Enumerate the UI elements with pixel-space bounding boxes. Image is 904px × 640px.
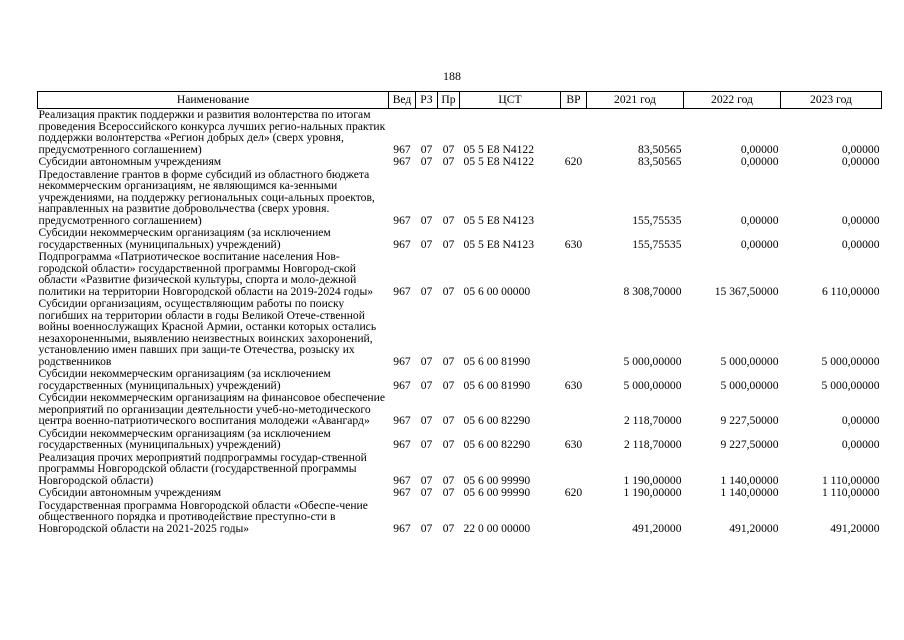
table-row bbox=[38, 368, 882, 392]
row-ved: 967 bbox=[393, 213, 411, 227]
table-row bbox=[38, 227, 882, 251]
row-2022: 1 140,00000 bbox=[720, 473, 779, 487]
row-pr: 07 bbox=[442, 237, 455, 251]
row-pr: 07 bbox=[442, 378, 455, 392]
row-2021: 1 190,00000 bbox=[623, 486, 682, 499]
row-rz: 07 bbox=[420, 473, 433, 487]
row-pr: 07 bbox=[442, 155, 455, 168]
row-vr bbox=[561, 251, 587, 298]
row-cst: 05 6 00 00000 bbox=[463, 284, 531, 298]
row-2023: 0,00000 bbox=[841, 213, 880, 227]
table-row bbox=[38, 428, 882, 452]
row-ved: 967 bbox=[393, 378, 411, 392]
row-vr: 620 bbox=[564, 486, 583, 499]
row-name: Предоставление грантов в форме субсидий из областного бюджета некоммерческим организациям, не являющимся ка-зенными учреждениями, на поддержку региональных соци-альных проектов, направленных на развитие добровольчества (сверх уровня. предусмотренного соглашением) bbox=[38, 167, 375, 227]
row-ved: 967 bbox=[393, 521, 411, 535]
row-2023: 0,00000 bbox=[841, 155, 880, 168]
row-cst: 05 5 E8 N4123 bbox=[463, 237, 535, 251]
row-pr: 07 bbox=[442, 142, 455, 156]
header-rz: РЗ bbox=[416, 92, 438, 109]
row-cst: 05 5 E8 N4123 bbox=[463, 213, 535, 227]
row-cst: 05 6 00 99990 bbox=[463, 486, 531, 499]
header-2023: 2023 год bbox=[781, 92, 882, 109]
row-cst: 05 6 00 82290 bbox=[463, 414, 531, 427]
row-2021: 5 000,00000 bbox=[623, 378, 682, 392]
row-2021: 8 308,70000 bbox=[623, 284, 682, 298]
header-2022: 2022 год bbox=[684, 92, 781, 109]
row-cst: 05 6 00 81990 bbox=[463, 354, 531, 368]
table-row bbox=[38, 392, 882, 428]
row-ved: 967 bbox=[393, 438, 411, 451]
header-name: Наименование bbox=[38, 92, 389, 109]
row-2021: 2 118,70000 bbox=[623, 438, 682, 451]
row-ved: 967 bbox=[393, 284, 411, 298]
row-rz: 07 bbox=[420, 155, 433, 168]
row-2021: 83,50565 bbox=[638, 142, 682, 156]
row-pr: 07 bbox=[442, 521, 455, 535]
header-vr: ВР bbox=[561, 92, 587, 109]
table-row bbox=[38, 487, 882, 500]
row-2022: 9 227,50000 bbox=[720, 414, 779, 427]
row-ved: 967 bbox=[393, 237, 411, 251]
row-name: Реализация практик поддержки и развития волонтерства по итогам проведения Всероссийского конкурса лучших регио-нальных практик поддержки волонтерства «Регион добрых дел» (сверх уровня, предусмотренного соглашением) bbox=[38, 108, 386, 156]
row-cst: 05 6 00 82290 bbox=[463, 438, 531, 451]
row-2022: 0,00000 bbox=[740, 213, 779, 227]
row-2021: 155,75535 bbox=[632, 237, 682, 251]
header-pr: Пр bbox=[438, 92, 460, 109]
row-2022: 0,00000 bbox=[740, 155, 779, 168]
row-cst: 05 6 00 99990 bbox=[463, 473, 531, 487]
row-2022: 0,00000 bbox=[740, 237, 779, 251]
row-2021: 2 118,70000 bbox=[623, 414, 682, 427]
row-vr: 630 bbox=[564, 378, 583, 392]
row-rz: 07 bbox=[420, 414, 433, 427]
row-2023: 0,00000 bbox=[841, 414, 880, 427]
row-pr: 07 bbox=[442, 354, 455, 368]
budget-table bbox=[37, 91, 882, 535]
row-2023: 1 110,00000 bbox=[821, 473, 880, 487]
row-2021: 1 190,00000 bbox=[623, 473, 682, 487]
row-vr: 630 bbox=[564, 438, 583, 451]
row-pr: 07 bbox=[442, 213, 455, 227]
row-pr: 07 bbox=[442, 473, 455, 487]
row-name: Субсидии автономным учреждениям bbox=[38, 486, 222, 499]
row-name: Государственная программа Новгородской области «Обеспе-чение общественного порядка и противодействие преступно-сти в Новгородской области на 2021-2025 годы» bbox=[38, 498, 368, 535]
row-ved: 967 bbox=[393, 142, 411, 156]
row-name: Субсидии некоммерческим организациям на финансовое обеспечение мероприятий по организации деятельности учеб-но-методического центра военно-патриотического воспитания молодежи «Авангард» bbox=[38, 391, 385, 427]
row-cst: 22 0 00 00000 bbox=[463, 521, 531, 535]
row-rz: 07 bbox=[420, 142, 433, 156]
table-header-row bbox=[38, 92, 882, 109]
table-row bbox=[38, 298, 882, 368]
row-2023: 0,00000 bbox=[841, 438, 880, 451]
table-row bbox=[38, 169, 882, 228]
row-name: Субсидии автономным учреждениям bbox=[38, 155, 222, 168]
row-2022: 5 000,00000 bbox=[720, 378, 779, 392]
row-2021: 491,20000 bbox=[632, 521, 682, 535]
row-rz: 07 bbox=[420, 354, 433, 368]
row-2022: 0,00000 bbox=[740, 142, 779, 156]
row-name: Подпрограмма «Патриотическое воспитание населения Нов-городской области» государственной программы Новгород-ской области «Развитие физической культуры, спорта и моло-дежной политики на территории Новгородской области на 2019-2024 годы» bbox=[38, 250, 374, 298]
row-name: Субсидии организациям, осуществляющим работы по поиску погибших на территории области в годы Великой Отече-ственной войны военнослужащих Красной Армии, останки которых остались незахороненными, выявлению неизвестных воинских захоронений, установлению имен павших при защи-те Отечества, розыску их родственников bbox=[38, 297, 377, 368]
row-2022: 9 227,50000 bbox=[720, 438, 779, 451]
row-vr bbox=[561, 500, 587, 536]
row-vr: 620 bbox=[564, 155, 583, 168]
row-pr: 07 bbox=[442, 438, 455, 451]
row-2022: 15 367,50000 bbox=[714, 284, 779, 298]
header-2021: 2021 год bbox=[587, 92, 684, 109]
row-vr bbox=[561, 392, 587, 428]
row-cst: 05 5 E8 N4122 bbox=[463, 142, 535, 156]
row-rz: 07 bbox=[420, 237, 433, 251]
row-name: Субсидии некоммерческим организациям (за исключением государственных (муниципальных) учреждений) bbox=[38, 226, 331, 251]
row-vr bbox=[561, 452, 587, 488]
row-2023: 0,00000 bbox=[841, 142, 880, 156]
table-row bbox=[38, 500, 882, 536]
header-ved: Вед bbox=[389, 92, 416, 109]
row-2023: 5 000,00000 bbox=[821, 354, 880, 368]
row-pr: 07 bbox=[442, 414, 455, 427]
row-pr: 07 bbox=[442, 284, 455, 298]
row-ved: 967 bbox=[393, 354, 411, 368]
row-name: Субсидии некоммерческим организациям (за исключением государственных (муниципальных) учреждений) bbox=[38, 426, 331, 451]
row-rz: 07 bbox=[420, 378, 433, 392]
row-name: Субсидии некоммерческим организациям (за исключением государственных (муниципальных) учреждений) bbox=[38, 367, 331, 392]
page-number: 188 bbox=[443, 69, 461, 83]
row-ved: 967 bbox=[393, 414, 411, 427]
row-ved: 967 bbox=[393, 473, 411, 487]
row-rz: 07 bbox=[420, 486, 433, 499]
row-rz: 07 bbox=[420, 521, 433, 535]
row-rz: 07 bbox=[420, 438, 433, 451]
row-2022: 5 000,00000 bbox=[720, 354, 779, 368]
row-2021: 5 000,00000 bbox=[623, 354, 682, 368]
row-2023: 6 110,00000 bbox=[821, 284, 880, 298]
table-row bbox=[38, 251, 882, 298]
row-vr bbox=[561, 109, 587, 157]
table-row bbox=[38, 452, 882, 488]
row-2023: 5 000,00000 bbox=[821, 378, 880, 392]
row-cst: 05 5 E8 N4122 bbox=[463, 155, 535, 168]
row-2022: 1 140,00000 bbox=[720, 486, 779, 499]
row-rz: 07 bbox=[420, 213, 433, 227]
row-2022: 491,20000 bbox=[729, 521, 779, 535]
row-ved: 967 bbox=[393, 155, 411, 168]
row-2021: 83,50565 bbox=[638, 155, 682, 168]
table-row bbox=[38, 156, 882, 169]
row-2023: 0,00000 bbox=[841, 237, 880, 251]
row-2023: 491,20000 bbox=[830, 521, 880, 535]
table-row bbox=[38, 109, 882, 157]
row-pr: 07 bbox=[442, 486, 455, 499]
row-cst: 05 6 00 81990 bbox=[463, 378, 531, 392]
row-vr bbox=[561, 298, 587, 368]
row-2021: 155,75535 bbox=[632, 213, 682, 227]
row-2023: 1 110,00000 bbox=[821, 486, 880, 499]
row-vr bbox=[561, 169, 587, 228]
row-vr: 630 bbox=[564, 237, 583, 251]
row-name: Реализация прочих мероприятий подпрограммы государ-ственной программы Новгородской области (государственной программы Новгородской области) bbox=[38, 450, 367, 487]
header-cst: ЦСТ bbox=[460, 92, 561, 109]
row-ved: 967 bbox=[393, 486, 411, 499]
row-rz: 07 bbox=[420, 284, 433, 298]
